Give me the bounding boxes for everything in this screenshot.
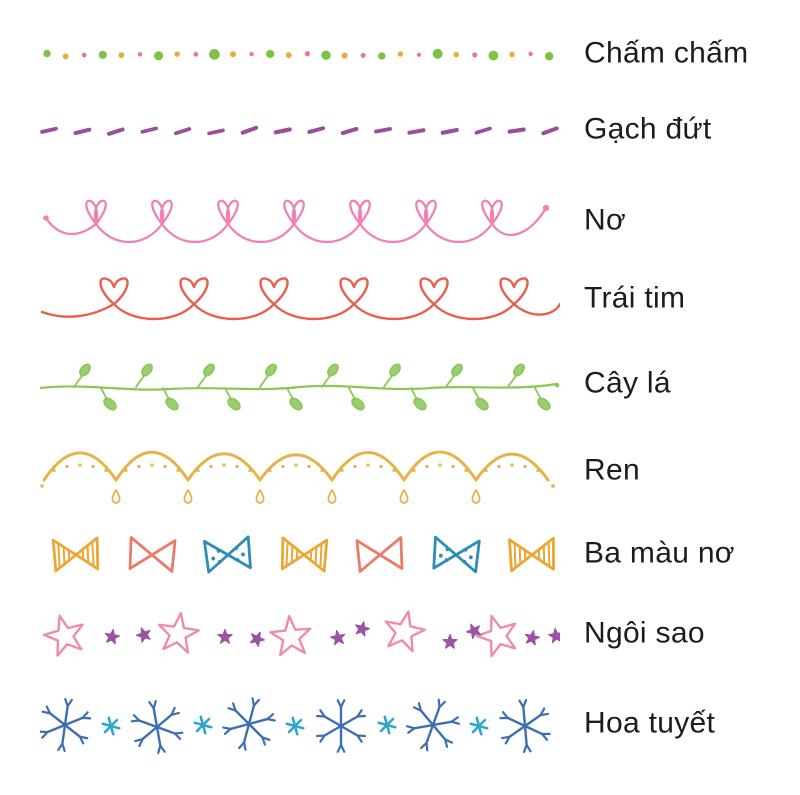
dashes-pattern-art (40, 87, 560, 175)
divider-row-dashes (0, 87, 800, 175)
pattern-label-bowties: Ba màu nơ (584, 536, 735, 570)
pattern-label-dots: Chấm chấm (584, 36, 749, 70)
snowflakes-pattern-art (40, 681, 560, 769)
heart-loops-pattern-art (40, 256, 560, 344)
divider-row-bowties (0, 511, 800, 599)
bow-loops-pattern-art (40, 178, 560, 266)
pattern-label-lace: Ren (584, 453, 640, 487)
pattern-label-snowflakes: Hoa tuyết (584, 706, 716, 740)
divider-row-stars (0, 591, 800, 679)
divider-row-lace (0, 428, 800, 516)
pattern-label-dashes: Gạch đứt (584, 112, 712, 146)
pattern-label-bows: Nơ (584, 203, 626, 237)
divider-row-dots (0, 11, 800, 99)
divider-row-snowflakes (0, 681, 800, 769)
leaf-vine-pattern-art (40, 341, 560, 429)
pattern-label-stars: Ngôi sao (584, 616, 705, 650)
pattern-label-hearts: Trái tim (584, 281, 686, 315)
dots-pattern-art (40, 11, 560, 99)
divider-row-hearts (0, 256, 800, 344)
divider-row-vine (0, 341, 800, 429)
pattern-label-vine: Cây lá (584, 366, 671, 400)
divider-row-bows (0, 178, 800, 266)
lace-pattern-art (40, 428, 560, 516)
stars-pattern-art (40, 591, 560, 679)
bowties-pattern-art (40, 511, 560, 599)
